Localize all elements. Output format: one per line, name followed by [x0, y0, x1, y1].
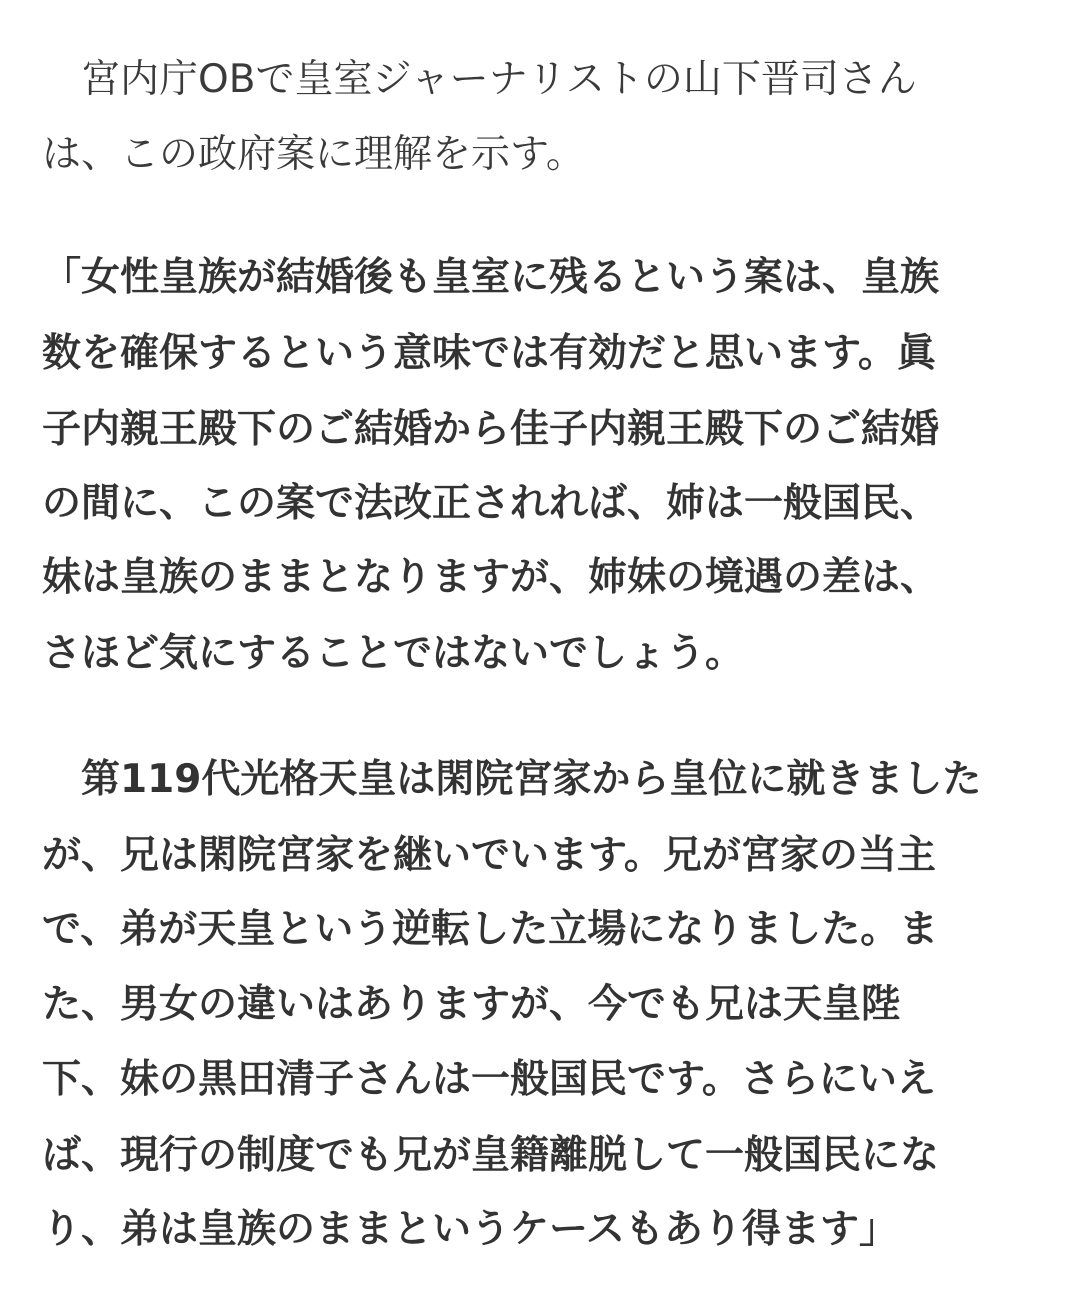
text-line: は、この政府案に理解を示す。: [42, 132, 585, 177]
text-line: た、男女の違いはありますが、今でも兄は天皇陛: [42, 982, 901, 1027]
text-line: 数を確保するという意味では有効だと思います。眞: [42, 331, 936, 376]
text-line: 子内親王殿下のご結婚から佳子内親王殿下のご結婚: [42, 407, 940, 452]
text-line: 「女性皇族が結婚後も皇室に残るという案は、皇族: [42, 255, 940, 300]
text-line: 宮内庁OBで皇室ジャーナリストの山下晋司さん: [42, 57, 917, 102]
text-line: ば、現行の制度でも兄が皇籍離脱して一般国民にな: [42, 1133, 940, 1178]
text-line: さほど気にすることではないでしょう。: [42, 631, 745, 676]
text-line: 第119代光格天皇は閑院宮家から皇位に就きました: [42, 757, 982, 802]
text-line: 妹は皇族のままとなりますが、姉妹の境遇の差は、: [42, 555, 940, 600]
text-line: り、弟は皇族のままというケースもあり得ます」: [42, 1207, 899, 1252]
text-line: 下、妹の黒田清子さんは一般国民です。さらにいえ: [42, 1057, 936, 1102]
text-line: が、兄は閑院宮家を継いでいます。兄が宮家の当主: [42, 833, 936, 878]
text-line: の間に、この案で法改正されれば、姉は一般国民、: [42, 481, 940, 526]
text-line: で、弟が天皇という逆転した立場になりました。ま: [42, 907, 939, 952]
